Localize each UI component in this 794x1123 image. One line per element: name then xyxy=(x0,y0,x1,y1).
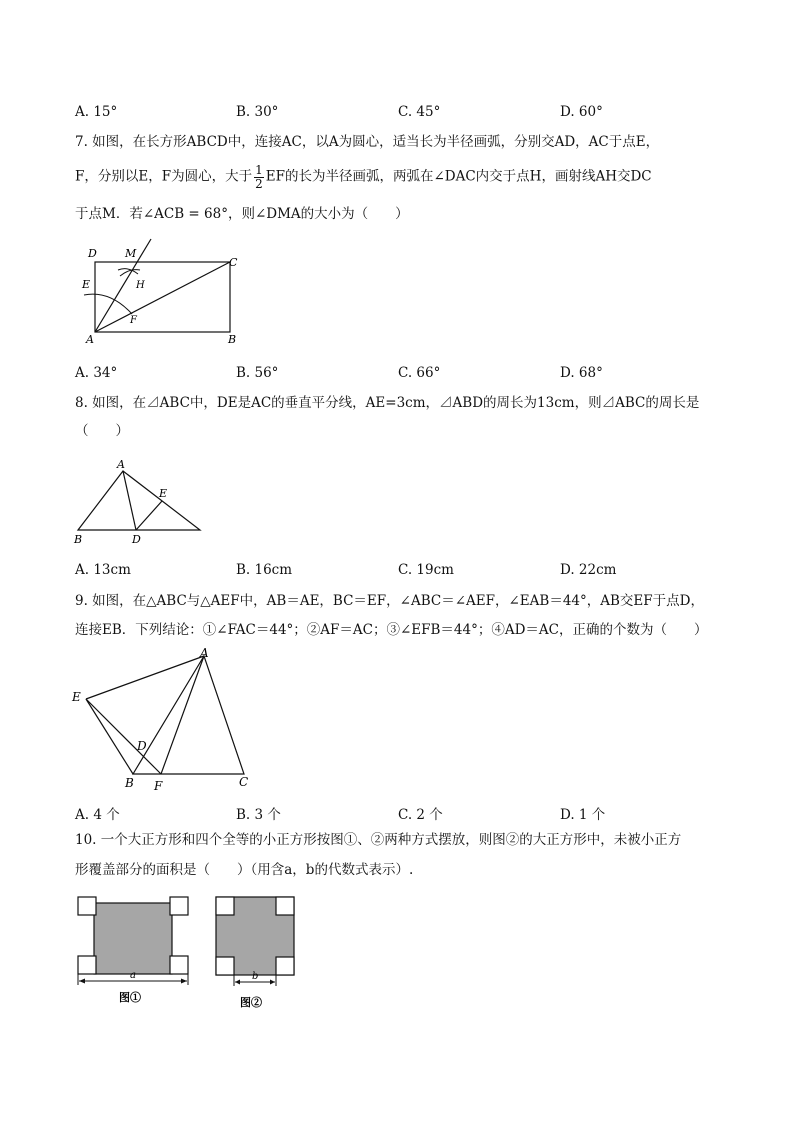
q9-segment-fa xyxy=(161,656,204,774)
q8-text-line2: （ ） xyxy=(75,423,129,439)
q10-fig2-caption: 图② xyxy=(240,996,262,1009)
q10-fig1-dim-arrow-right xyxy=(181,979,187,984)
q7-fraction xyxy=(254,164,264,190)
q8-option-d[interactable]: D. 22cm xyxy=(560,562,617,578)
q9-label-c: C xyxy=(239,775,249,789)
q10-fig2-small-square-tl xyxy=(216,897,234,915)
q7-option-b[interactable]: B. 56° xyxy=(236,365,279,381)
q10-fig1-small-square-tl xyxy=(78,897,96,915)
q9-segment-eb xyxy=(86,699,133,774)
q8-triangle-abc xyxy=(78,471,200,530)
q7-label-m: M xyxy=(125,247,137,260)
q7-option-d[interactable]: D. 68° xyxy=(560,365,603,381)
q6-option-a[interactable]: A. 15° xyxy=(75,104,118,120)
q7-text-line3: 于点M．若∠ACB = 68°，则∠DMA的大小为（ ） xyxy=(75,206,409,222)
q6-option-b[interactable]: B. 30° xyxy=(236,104,279,120)
q7-label-d: D xyxy=(88,247,97,260)
q7-text-line2-post: EF的长为半径画弧，两弧在∠DAC内交于点H，画射线AH交DC xyxy=(265,168,652,185)
q7-label-h: H xyxy=(136,280,145,291)
q9-option-d[interactable]: D. 1 个 xyxy=(560,807,606,823)
q10-fig2-small-square-br xyxy=(276,957,294,975)
q10-fig1-small-square-br xyxy=(170,956,188,974)
q10-fig1-large-square xyxy=(94,903,172,974)
q10-fig2-dim-arrow-right xyxy=(270,980,275,985)
q10-fig1-caption: 图① xyxy=(119,991,141,1004)
q7-frac-den: 2 xyxy=(255,176,263,191)
q9-label-a: A xyxy=(200,646,209,660)
q9-option-b[interactable]: B. 3 个 xyxy=(236,807,281,823)
q8-label-e: E xyxy=(159,487,168,500)
q10-fig1-small-square-tr xyxy=(170,897,188,915)
q9-label-e: E xyxy=(72,690,81,704)
q10-fig1-dim-arrow-left xyxy=(79,979,85,984)
q9-triangle-abc xyxy=(133,656,244,774)
q9-text-line2: 连接EB．下列结论：①∠FAC＝44°；②AF＝AC；③∠EFB＝44°；④AD＝AC，正确的个数为（ ） xyxy=(75,622,708,638)
q7-option-c[interactable]: C. 66° xyxy=(398,365,441,381)
q8-label-b: B xyxy=(74,533,83,546)
q9-label-d: D xyxy=(137,739,147,753)
q10-fig2-small-square-tr xyxy=(276,897,294,915)
q8-text-line1: 8. 如图，在⊿ABC中，DE是AC的垂直平分线，AE=3cm，⊿ABD的周长为13cm，则⊿ABC的周长是 xyxy=(75,395,700,411)
q6-option-c[interactable]: C. 45° xyxy=(398,104,441,120)
q10-fig2-dim-label: b xyxy=(252,971,259,982)
q7-text-line2-pre: F，分别以E，F为圆心，大于 xyxy=(75,168,253,185)
q7-text-line1: 7. 如图，在长方形ABCD中，连接AC，以A为圆心，适当长为半径画弧，分别交AD，AC于点E， xyxy=(75,134,660,150)
q10-text-line1: 10. 一个大正方形和四个全等的小正方形按图①、②两种方式摆放，则图②的大正方形中，未被小正方 xyxy=(75,832,682,848)
q7-label-f: F xyxy=(130,315,137,326)
q10-fig1-dim-label: a xyxy=(130,970,136,981)
q8-option-c[interactable]: C. 19cm xyxy=(398,562,454,578)
q10-text-line2: 形覆盖部分的面积是（ ）（用含a，b的代数式表示）. xyxy=(75,862,414,878)
q7-label-b: B xyxy=(228,333,237,346)
q9-segment-ef xyxy=(86,699,161,774)
q9-text-line1: 9. 如图，在△ABC与△AEF中，AB＝AE，BC＝EF，∠ABC＝∠AEF，∠EAB＝44°，AB交EF于点D， xyxy=(75,593,704,609)
q10-figure-2 xyxy=(210,893,310,1013)
q10-fig1-small-square-bl xyxy=(78,956,96,974)
q7-label-a: A xyxy=(86,333,94,346)
q9-option-a[interactable]: A. 4 个 xyxy=(75,807,120,823)
q8-segment-de xyxy=(136,501,162,530)
q8-label-a: A xyxy=(117,458,125,471)
q7-text-line2 xyxy=(75,164,652,190)
q10-fig2-small-square-bl xyxy=(216,957,234,975)
q7-figure xyxy=(70,232,250,350)
q10-figure-1 xyxy=(74,893,194,1013)
q9-label-f: F xyxy=(154,779,163,793)
q9-figure xyxy=(66,644,266,796)
q7-label-e: E xyxy=(82,278,91,291)
q9-option-c[interactable]: C. 2 个 xyxy=(398,807,443,823)
q7-option-a[interactable]: A. 34° xyxy=(75,365,118,381)
q7-diagonal-ac xyxy=(95,262,230,332)
q10-fig2-dim-arrow-left xyxy=(235,980,240,985)
q9-label-b: B xyxy=(125,776,134,790)
q8-figure xyxy=(70,455,210,550)
q9-segment-ea xyxy=(86,656,204,699)
q8-label-d: D xyxy=(132,533,141,546)
q7-frac-num: 1 xyxy=(255,163,263,177)
q8-option-b[interactable]: B. 16cm xyxy=(236,562,293,578)
q6-option-d[interactable]: D. 60° xyxy=(560,104,603,120)
q8-option-a[interactable]: A. 13cm xyxy=(75,562,131,578)
q7-label-c: C xyxy=(229,256,238,269)
